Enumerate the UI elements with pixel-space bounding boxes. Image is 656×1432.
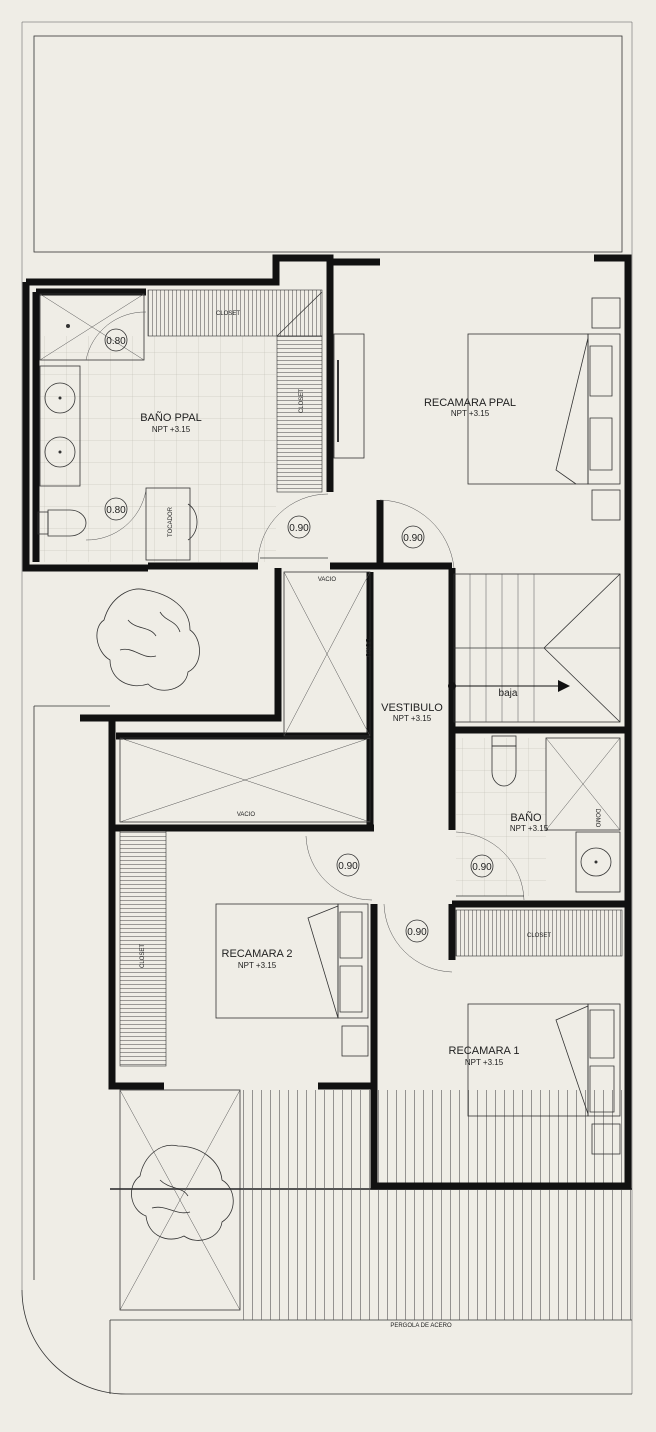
room-name-recamara-ppal: RECAMARA PPAL xyxy=(423,397,517,409)
room-name-bano-ppal: BAÑO PPAL xyxy=(140,412,202,424)
beds xyxy=(216,298,620,1154)
closet-label: CLOSET xyxy=(299,388,305,414)
door-label: 0.90 xyxy=(338,861,358,872)
room-level-vestibulo: NPT +3.15 xyxy=(392,714,432,723)
room-name-recamara-1: RECAMARA 1 xyxy=(448,1045,520,1057)
room-level-recamara-2: NPT +3.15 xyxy=(237,961,277,970)
closet-label: CLOSET xyxy=(140,943,146,969)
room-name-recamara-2: RECAMARA 2 xyxy=(221,948,293,960)
closet-label: CLOSET xyxy=(215,311,241,317)
pergola-label: PERGOLA DE ACERO xyxy=(390,1323,452,1329)
closet-label: CLOSET xyxy=(526,933,552,939)
room-level-recamara-ppal: NPT +3.15 xyxy=(450,409,490,418)
room-level-bano-ppal: NPT +3.15 xyxy=(151,425,191,434)
door-label: 0.80 xyxy=(106,505,126,516)
domo-label: DOMO xyxy=(364,638,370,658)
pergola-deck xyxy=(240,1090,632,1320)
stairs xyxy=(448,574,620,722)
domo-label: DOMO xyxy=(594,808,600,828)
room-level-bano: NPT +3.15 xyxy=(509,824,549,833)
shower-bano xyxy=(546,738,620,830)
door-label: 0.90 xyxy=(407,927,427,938)
bano-ppal-floor xyxy=(40,336,276,562)
door-label: 0.90 xyxy=(289,523,309,534)
vacio-label: VACIO xyxy=(236,812,256,818)
door-label: 0.90 xyxy=(472,862,492,873)
tocador-label: TOCADOR xyxy=(168,507,174,537)
room-level-recamara-1: NPT +3.15 xyxy=(464,1058,504,1067)
room-name-bano: BAÑO xyxy=(510,812,542,824)
tree-icon xyxy=(97,589,200,690)
vacio-label: VACIO xyxy=(317,577,337,583)
door-label: 0.80 xyxy=(106,336,126,347)
room-name-vestibulo: VESTIBULO xyxy=(381,702,443,714)
door-label: 0.90 xyxy=(403,533,423,544)
tree-icon xyxy=(131,1145,233,1240)
stair-direction-label: baja xyxy=(498,688,518,699)
